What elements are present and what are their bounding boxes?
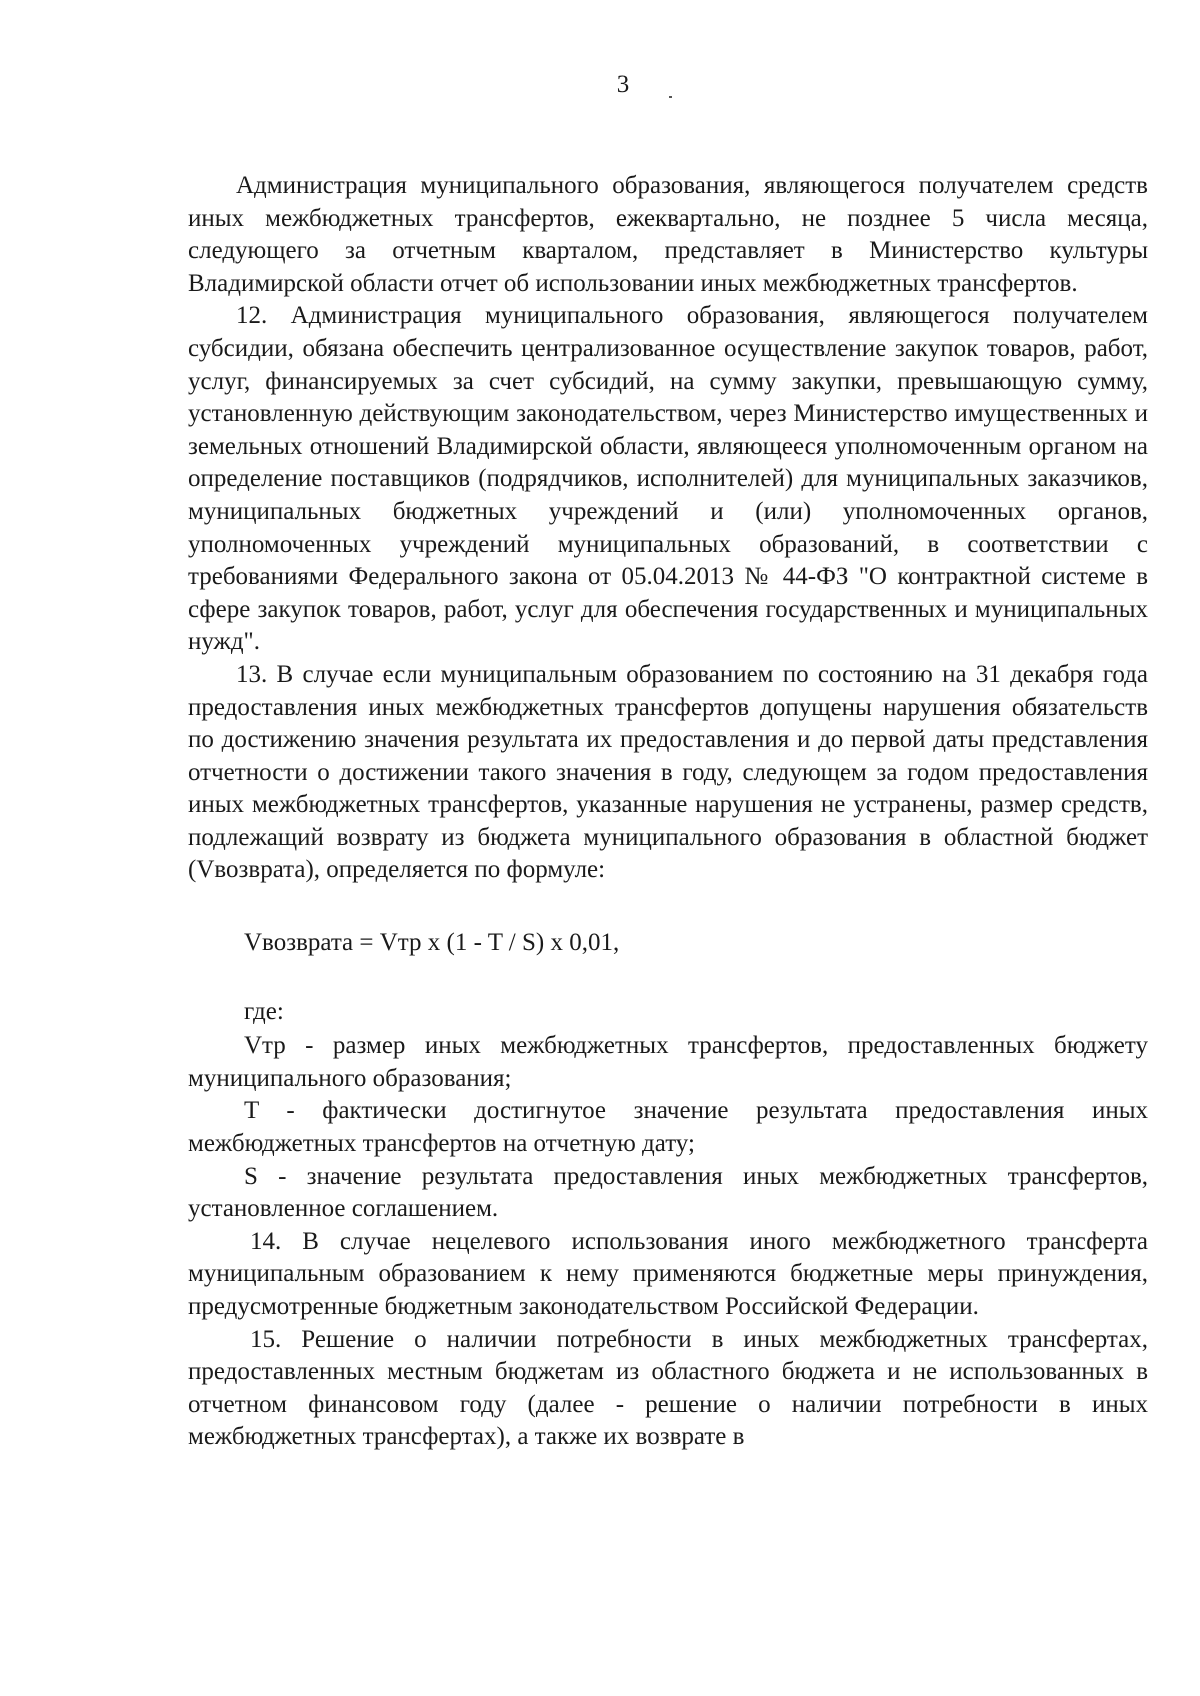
paragraph-11-continuation: Администрация муниципального образования, являющегося получателем средств иных межбюджетных трансфертов, ежеквартально, не позднее 5 числа месяца, следующего за отчетным кварталом, представляет в Министерство культуры Владимирской области отчет об использовании иных межбюджетных трансфертов. [188, 172, 1148, 297]
formula: Vвозврата = Vтр x (1 - T / S) x 0,01, [244, 929, 620, 957]
paragraph-14: 14. В случае нецелевого использования иного межбюджетного трансферта муниципальным образованием к нему применяются бюджетные меры принуждения, предусмотренные бюджетным законодательством Российской Федерации. [188, 1227, 1148, 1320]
definition-s: S - значение результата предоставления иных межбюджетных трансфертов, установленное соглашением. [188, 1162, 1148, 1223]
definition-t: T - фактически достигнутое значение результата предоставления иных межбюджетных трансфертов на отчетную дату; [188, 1097, 1148, 1158]
paragraph-15: 15. Решение о наличии потребности в иных межбюджетных трансфертах, предоставленных местным бюджетам из областного бюджета и не использованных в отчетном финансовом году (далее - решение о наличии потребности в иных межбюджетных трансфертах), а также их возврате в [188, 1325, 1148, 1451]
scan-speck [669, 96, 672, 98]
paragraph-13: 13. В случае если муниципальным образованием по состоянию на 31 декабря года предоставления иных межбюджетных трансфертов допущены нарушения обязательств по достижению значения результата их предоставления и до первой даты представления отчетности о достижении такого значения в году, следующем за годом предоставления иных межбюджетных трансфертов, указанные нарушения не устранены, размер средств, подлежащий возврату из бюджета муниципального образования в областной бюджет (Vвозврата), определяется по формуле: [188, 660, 1148, 884]
where-label: где: [244, 997, 284, 1025]
definition-vtr: Vтр - размер иных межбюджетных трансфертов, предоставленных бюджету муниципального образования; [188, 1032, 1148, 1092]
page-number: 3 [616, 71, 630, 98]
paragraph-12: 12. Администрация муниципального образования, являющегося получателем субсидии, обязана обеспечить централизованное осуществление закупок товаров, работ, услуг, финансируемых за счет субсидий, на сумму закупки, превышающую сумму, установленную действующим законодательством, через Министерство имущественных и земельных отношений Владимирской области, являющееся уполномоченным органом на определение поставщиков (подрядчиков, исполнителей) для муниципальных заказчиков, муниципальных бюджетных учреждений и (или) уполномоченных органов, уполномоченных учреждений муниципальных образований, в соответствии с требованиями Федерального закона от 05.04.2013 № 44-ФЗ "О контрактной системе в сфере закупок товаров, работ, услуг для обеспечения государственных и муниципальных нужд". [188, 302, 1148, 656]
document-body [188, 170, 1148, 1454]
